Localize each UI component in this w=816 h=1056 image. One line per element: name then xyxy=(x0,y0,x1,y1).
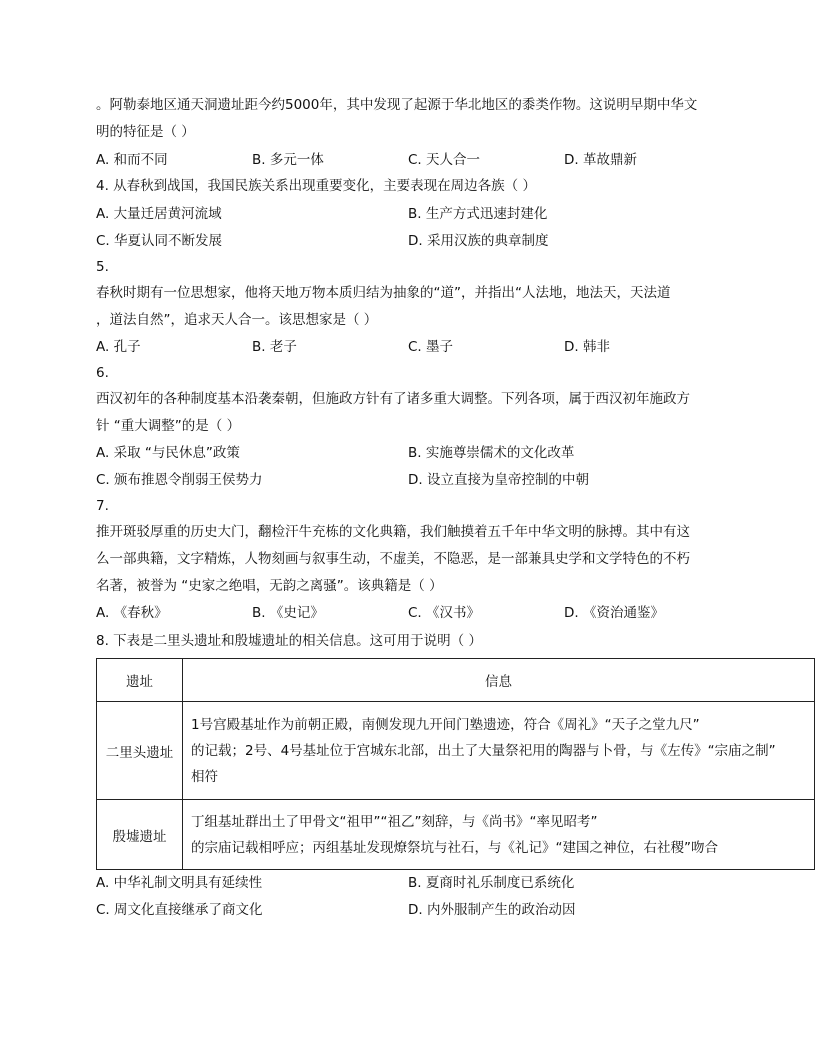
q3-option-c[interactable]: C. 天人合一 xyxy=(408,152,481,168)
q6-option-a[interactable]: A. 采取 “与民休息”政策 xyxy=(96,445,240,461)
q4-stem: 4. 从春秋到战国，我国民族关系出现重要变化，主要表现在周边各族（ ） xyxy=(96,178,536,194)
header-info: 信息 xyxy=(183,659,815,702)
q5-number: 5. xyxy=(96,259,109,275)
q8-option-a[interactable]: A. 中华礼制文明具有延续性 xyxy=(96,875,263,891)
q7-option-c[interactable]: C. 《汉书》 xyxy=(408,605,481,621)
q3-option-b[interactable]: B. 多元一体 xyxy=(252,152,324,168)
header-site: 遗址 xyxy=(97,659,183,702)
q8-option-d[interactable]: D. 内外服制产生的政治动因 xyxy=(408,902,576,918)
q5-option-c[interactable]: C. 墨子 xyxy=(408,339,454,355)
table-row xyxy=(97,800,815,870)
q6-option-b[interactable]: B. 实施尊崇儒术的文化改革 xyxy=(408,445,575,461)
q8-option-b[interactable]: B. 夏商时礼乐制度已系统化 xyxy=(408,875,575,891)
info-line: 丁组基址群出土了甲骨文“祖甲”“祖乙”刻辞，与《尚书》“率见昭考” xyxy=(191,813,598,830)
info-line: 1号宫殿基址作为前朝正殿，南侧发现九开间门塾遗迹，符合《周礼》“天子之堂九尺” xyxy=(191,716,700,733)
q8-info-table xyxy=(96,658,815,870)
q7-stem-line3: 名著，被誉为 “史家之绝唱，无韵之离骚”。该典籍是（ ） xyxy=(96,578,443,594)
cell-info-erlitou xyxy=(183,702,815,800)
q6-number: 6. xyxy=(96,365,109,381)
q7-option-b[interactable]: B. 《史记》 xyxy=(252,605,324,621)
q4-option-a[interactable]: A. 大量迁居黄河流域 xyxy=(96,206,222,222)
q8-stem: 8. 下表是二里头遗址和殷墟遗址的相关信息。这可用于说明（ ） xyxy=(96,633,482,649)
q3-stem-line2: 明的特征是（ ） xyxy=(96,124,195,140)
table-header-row xyxy=(97,659,815,702)
cell-info-yinxu xyxy=(183,800,815,870)
table-row xyxy=(97,702,815,800)
cell-site-erlitou: 二里头遗址 xyxy=(97,702,183,800)
q6-stem-line2: 针 “重大调整”的是（ ） xyxy=(96,418,241,434)
q7-number: 7. xyxy=(96,498,109,514)
q5-option-d[interactable]: D. 韩非 xyxy=(564,339,610,355)
q6-stem-line1: 西汉初年的各种制度基本沿袭秦朝，但施政方针有了诸多重大调整。下列各项，属于西汉初年施政方 xyxy=(96,391,690,407)
q4-option-d[interactable]: D. 采用汉族的典章制度 xyxy=(408,233,549,249)
q7-stem-line1: 推开斑驳厚重的历史大门，翻检汗牛充栋的文化典籍，我们触摸着五千年中华文明的脉搏。其中有这 xyxy=(96,524,690,540)
q7-option-a[interactable]: A. 《春秋》 xyxy=(96,605,168,621)
q3-option-a[interactable]: A. 和而不同 xyxy=(96,152,168,168)
q8-option-c[interactable]: C. 周文化直接继承了商文化 xyxy=(96,902,263,918)
q4-option-b[interactable]: B. 生产方式迅速封建化 xyxy=(408,206,548,222)
info-line: 的宗庙记载相呼应；丙组基址发现燎祭坑与社石，与《礼记》“建国之神位，右社稷”吻合 xyxy=(191,839,718,856)
q7-stem-line2: 么一部典籍，文字精炼，人物刻画与叙事生动，不虚美，不隐恶，是一部兼具史学和文学特色的不朽 xyxy=(96,551,690,567)
q7-option-d[interactable]: D. 《资治通鉴》 xyxy=(564,605,664,621)
q6-option-d[interactable]: D. 设立直接为皇帝控制的中朝 xyxy=(408,472,589,488)
q3-option-d[interactable]: D. 革故鼎新 xyxy=(564,152,637,168)
q3-stem-line1: 。阿勒泰地区通天洞遗址距今约5000年，其中发现了起源于华北地区的黍类作物。这说明早期中华文 xyxy=(96,97,698,113)
q4-option-c[interactable]: C. 华夏认同不断发展 xyxy=(96,233,223,249)
cell-site-yinxu: 殷墟遗址 xyxy=(97,800,183,870)
q6-option-c[interactable]: C. 颁布推恩令削弱王侯势力 xyxy=(96,472,263,488)
q5-stem-line1: 春秋时期有一位思想家，他将天地万物本质归结为抽象的“道”，并指出“人法地，地法天，天法道 xyxy=(96,285,671,301)
info-line: 相符 xyxy=(191,768,218,785)
q5-stem-line2: ，道法自然”，追求天人合一。该思想家是（ ） xyxy=(96,312,378,328)
q5-option-b[interactable]: B. 老子 xyxy=(252,339,297,355)
info-line: 的记载；2号、4号基址位于宫城东北部，出土了大量祭祀用的陶器与卜骨，与《左传》“宗庙之制” xyxy=(191,742,776,759)
q5-option-a[interactable]: A. 孔子 xyxy=(96,339,141,355)
